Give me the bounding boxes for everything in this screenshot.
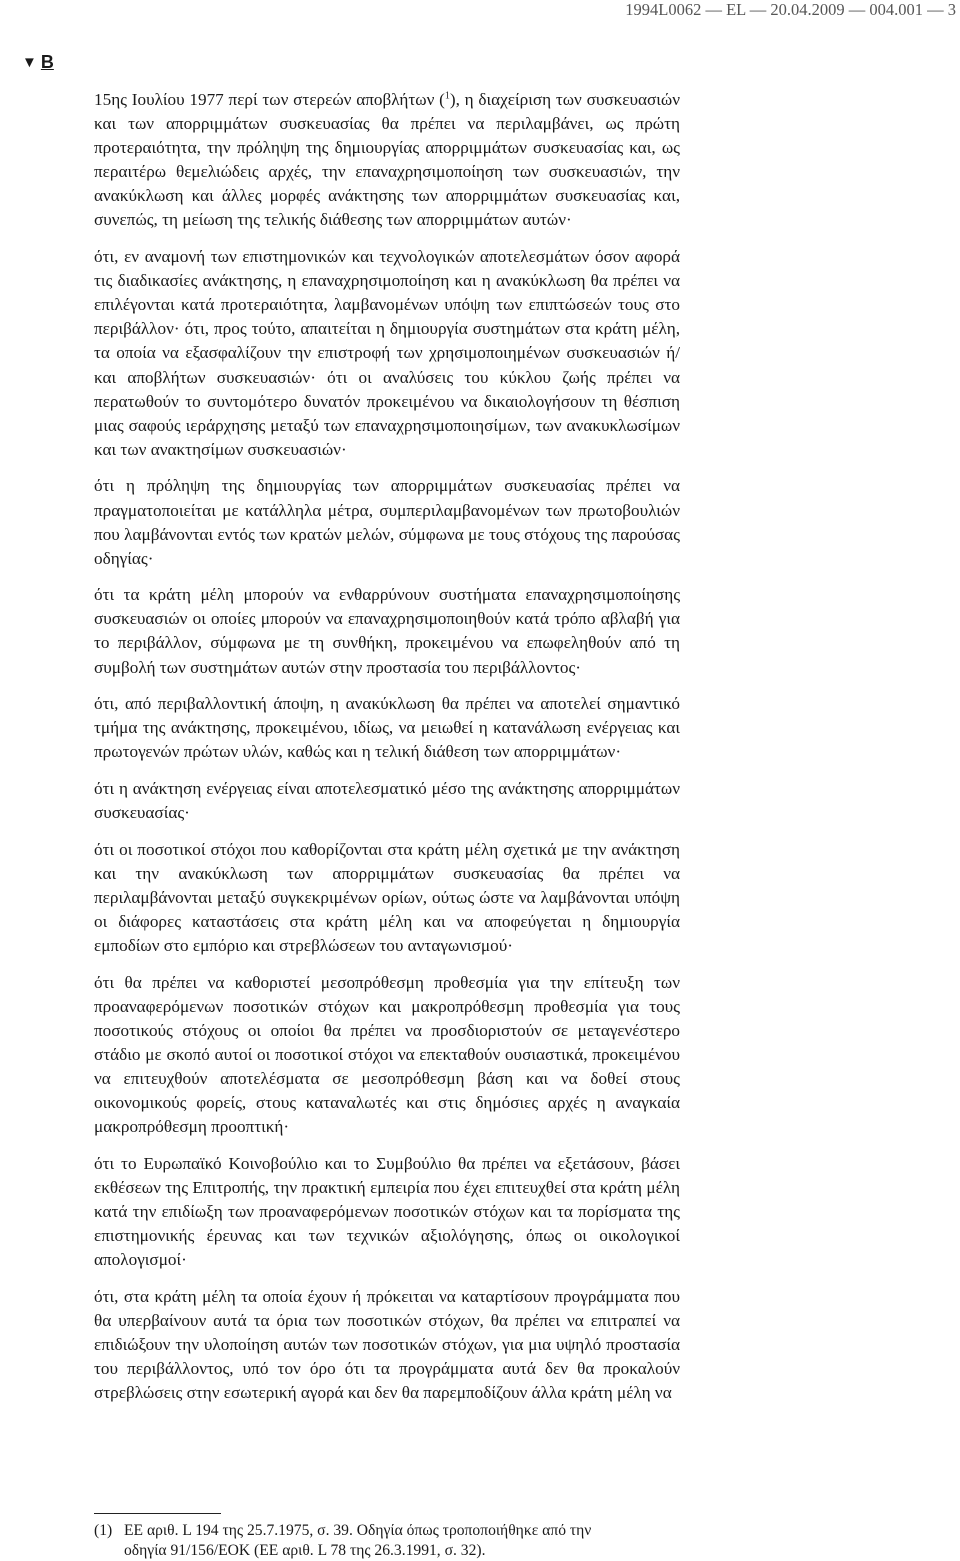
- paragraph: ότι οι ποσοτικοί στόχοι που καθορίζονται στα κράτη μέλη σχετικά με την ανάκτηση και την ανακύκλωση των απορριμμάτων συσκευασίας θα πρέπει να περιλαμβάνονται μεταξύ συγκεκριμένων ορίων, ούτως ώστε να λαμβάνονται υπόψη οι διάφορες καταστάσεις στα κράτη μέλη και να αποφεύγεται η δημιουργία εμποδίων στο εμπόριο και στρεβλώσεων του ανταγωνισμού·: [94, 839, 680, 955]
- consolidation-marker[interactable]: [22, 52, 54, 73]
- document-body: [94, 88, 680, 1418]
- footnote-text-line1: ΕΕ αριθ. L 194 της 25.7.1975, σ. 39. Οδηγία όπως τροποποιήθηκε από την: [124, 1522, 592, 1539]
- paragraph: [94, 88, 680, 233]
- paragraph: ότι θα πρέπει να καθοριστεί μεσοπρόθεσμη προθεσμία για την επίτευξη των προαναφερόμενων ποσοτικών στόχων και μακροπρόθεσμη προθεσμία για τους ποσοτικούς στόχους οι οποίοι θα πρέπει να προσδιοριστούν σε μεταγενέστερο στάδιο με σκοπό αυτοί οι ποσοτικοί στόχοι να επεκταθούν ουσιαστικά, προκειμένου να επιτευχθούν αποτελέσματα σε μεσοπρόθεσμη βάση και να δοθεί στους οικονομικούς φορείς, στους καταναλωτές και στις δημόσιες αρχές η αναγκαία μακροπρόθεσμη προοπτική·: [94, 972, 680, 1137]
- footnote-text-line2: οδηγία 91/156/ΕΟΚ (ΕΕ αριθ. L 78 της 26.3.1991, σ. 32).: [124, 1542, 486, 1559]
- footnote: [94, 1521, 680, 1561]
- paragraph: ότι το Ευρωπαϊκό Κοινοβούλιο και το Συμβούλιο θα πρέπει να εξετάσουν, βάσει εκθέσεων της Επιτροπής, την πρακτική εμπειρία που έχει επιτευχθεί στα κράτη μέλη κατά την επιδίωξη των προαναφερόμενων ποσοτικών στόχων και τα πορίσματα της επιστημονικής έρευνας και των τεχνικών αξιολόγησης, όπως οι οικολογικοί απολογισμοί·: [94, 1153, 680, 1270]
- footnote-divider: [94, 1513, 221, 1514]
- triangle-down-icon: ▼: [22, 54, 37, 71]
- paragraph: ότι η ανάκτηση ενέργειας είναι αποτελεσματικό μέσο της ανάκτησης απορριμμάτων συσκευασίας·: [94, 778, 680, 823]
- paragraph: ότι, από περιβαλλοντική άποψη, η ανακύκλωση θα πρέπει να αποτελεί σημαντικό τμήμα της ανάκτησης, προκειμένου, ιδίως, να μειωθεί η κατανάλωση ενέργειας και πρωτογενών πρώτων υλών, καθώς και η τελική διάθεση των απορριμμάτων·: [94, 694, 680, 762]
- paragraph: ότι, στα κράτη μέλη τα οποία έχουν ή πρόκειται να καταρτίσουν προγράμματα που θα υπερβαίνουν αυτά τα όρια των ποσοτικών στόχων, θα πρέπει να επιτραπεί να επιδιώξουν την υλοποίηση αυτών των ποσοτικών στόχων, για μια υψηλό προστασία του περιβάλλοντος, υπό τον όρο ότι τα προγράμματα αυτά δεν θα προκαλούν στρεβλώσεις στην εσωτερική αγορά και δεν θα παρεμποδίζουν άλλα κράτη μέλη να: [94, 1286, 680, 1403]
- marker-label: B: [40, 52, 54, 72]
- paragraph-text-start: 15ης Ιουλίου 1977 περί των στερεών αποβλήτων (: [94, 90, 445, 109]
- paragraph: ότι, εν αναμονή των επιστημονικών και τεχνολογικών αποτελεσμάτων όσον αφορά τις διαδικασίες ανάκτησης, η επαναχρησιμοποίηση και η ανακύκλωση θα πρέπει να επιλέγονται κατά προτεραιότητα, λαμβανομένων υπόψη των επιπτώσεών τους στο περιβάλλον· ότι, προς τούτο, απαιτείται η δημιουργία συστημάτων στα κράτη μέλη, τα οποία να εξασφαλίζουν την επιστροφή των χρησιμοποιημένων συσκευασιών ή/και αποβλήτων συσκευασιών· ότι οι αναλύσεις του κύκλου ζωής πρέπει να περατωθούν το συντομότερο δυνατόν προκειμένου να δικαιολογήσουν τη θέσπιση μιας σαφούς ιεράρχησης μεταξύ των επαναχρησιμοποιησίμων, των ανακυκλωσίμων και των ανακτησίμων συσκευασιών·: [94, 247, 680, 459]
- footnote-marker: (1): [94, 1522, 113, 1539]
- footnote-reference[interactable]: 1: [444, 90, 450, 102]
- paragraph-text-end: ), η διαχείριση των συσκευασιών και των απορριμμάτων συσκευασίας θα πρέπει να περιλαμβάνει, ως πρώτη προτεραιότητα, την πρόληψη της δημιουργίας απορριμμάτων συσκευασίας και, ως περαιτέρω θεμελιώδεις αρχές, την επαναχρησιμοποίηση των συσκευασιών, την ανακύκλωση και άλλες μορφές ανάκτησης των απορριμμάτων συσκευασίας και, συνεπώς, τη μείωση της τελικής διάθεσης των απορριμμάτων αυτών·: [94, 90, 680, 230]
- paragraph: ότι η πρόληψη της δημιουργίας των απορριμμάτων συσκευασίας πρέπει να πραγματοποιείται με κατάλληλα μέτρα, συμπεριλαμβανομένων των πρωτοβουλιών που λαμβάνονται εντός των κρατών μελών, σύμφωνα με τους στόχους της παρούσας οδηγίας·: [94, 476, 680, 568]
- paragraph: ότι τα κράτη μέλη μπορούν να ενθαρρύνουν συστήματα επαναχρησιμοποίησης συσκευασιών οι οποίες μπορούν να επαναχρησιμοποιηθούν κατά τρόπο αβλαβή για το περιβάλλον, σύμφωνα με τη συνθήκη, προκειμένου να επωφεληθούν από τη συμβολή των συστημάτων αυτών στην προστασία του περιβάλλοντος·: [94, 585, 680, 677]
- document-header: 1994L0062 — EL — 20.04.2009 — 004.001 — 3: [625, 0, 956, 19]
